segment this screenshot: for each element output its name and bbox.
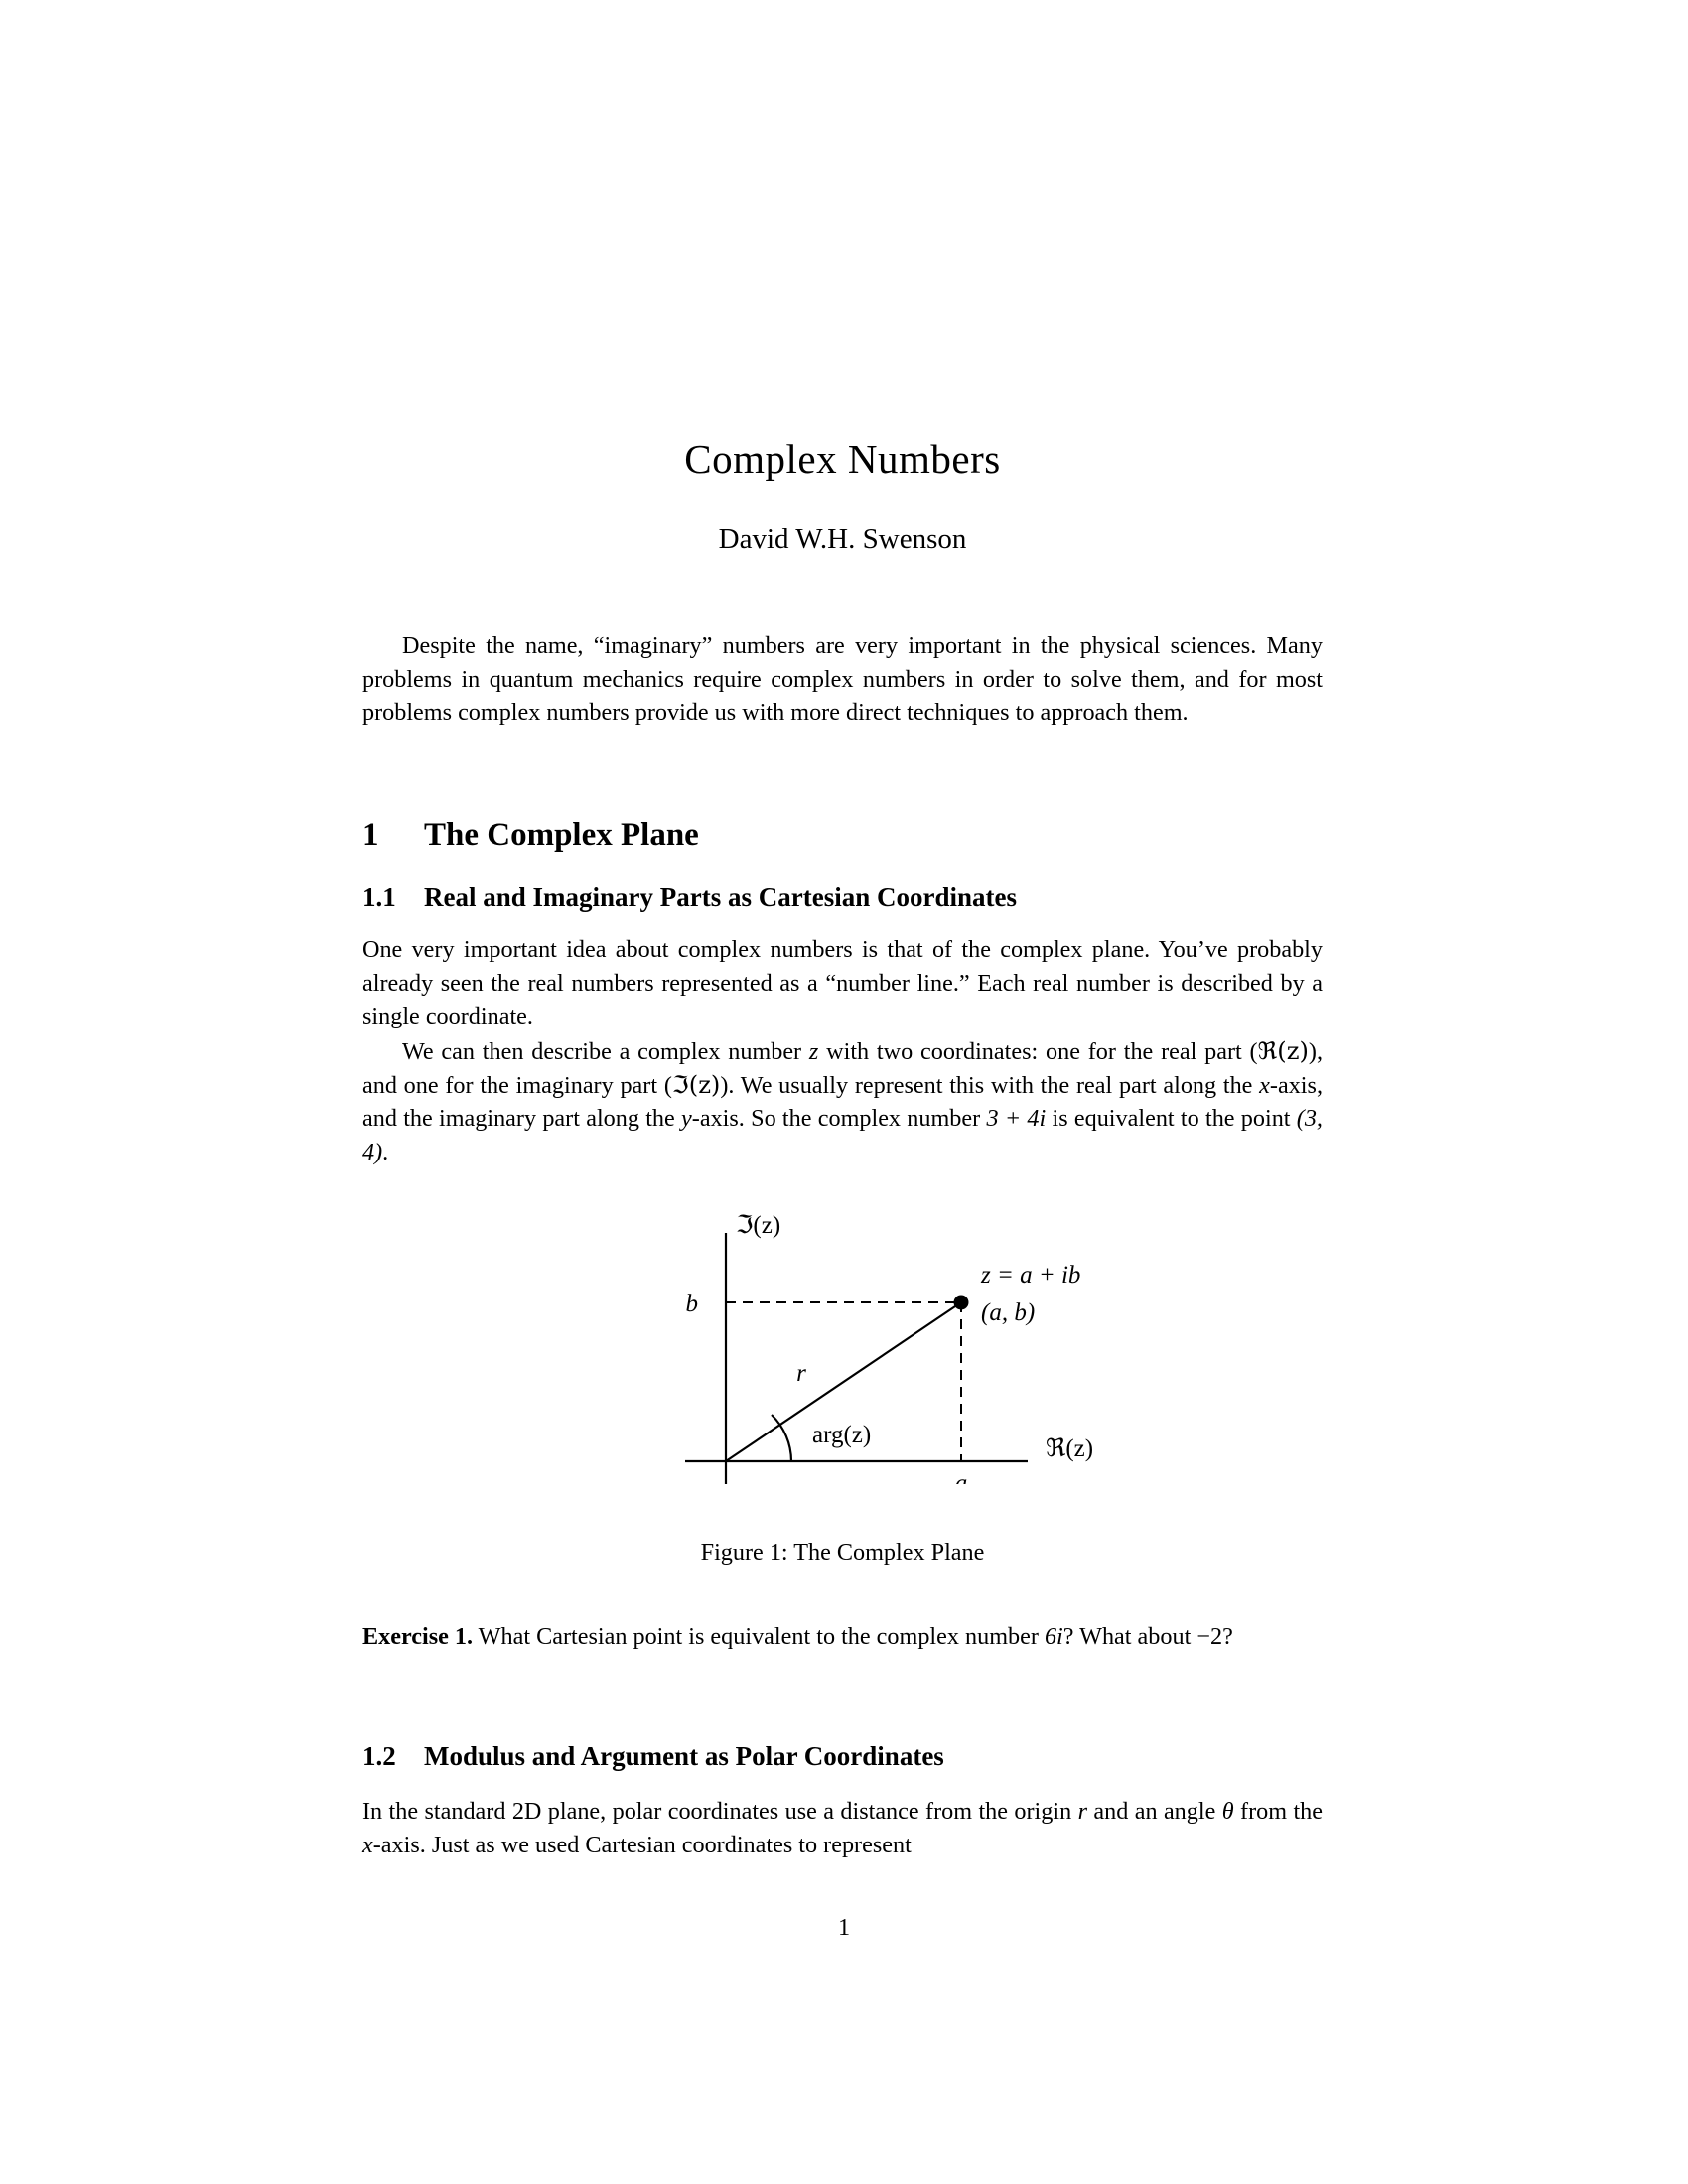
exercise-1 [362, 1620, 1323, 1654]
math-expression-3-plus-4i: 3 + 4i [986, 1105, 1047, 1133]
figure-1-complex-plane [362, 1186, 1323, 1484]
text-run: . [382, 1138, 389, 1165]
y-tick-label-b: b [685, 1291, 698, 1317]
math-var-r: r [1077, 1798, 1087, 1825]
math-var-x: x [1259, 1071, 1270, 1099]
text-run: We can then describe a complex number [402, 1038, 809, 1065]
document-author: David W.H. Swenson [718, 523, 967, 555]
subsection-1-2-heading [362, 1741, 1323, 1772]
math-expression-6i: 6i [1044, 1623, 1063, 1650]
x-tick-label-a: a [954, 1470, 968, 1484]
subsection-1-1-number: 1.1 [362, 883, 396, 912]
math-expression-minus-2: −2 [1196, 1623, 1223, 1650]
text-run: -axis. So the complex number [691, 1105, 987, 1133]
text-run: ? [1222, 1623, 1233, 1650]
math-var-x-2: x [362, 1831, 373, 1858]
subsection-1-1-paragraph-1: One very important idea about complex numbers is that of the complex plane. You’ve probably already seen the real numbers represented as a “number line.” Each real number is described by a single coordinate. [362, 936, 1323, 1030]
exercise-label: Exercise 1. [362, 1623, 474, 1650]
math-var-y: y [681, 1105, 692, 1133]
figure-1-caption: Figure 1: The Complex Plane [700, 1539, 985, 1566]
point-equation-label: z = a + ib [981, 1262, 1081, 1289]
subsection-1-2-title: Modulus and Argument as Polar Coordinates [424, 1741, 944, 1771]
text-run: In the standard 2D plane, polar coordinates use a distance from the origin [362, 1798, 1078, 1825]
point-coords-label: (a, b) [981, 1299, 1036, 1326]
text-run: ? What about [1062, 1623, 1197, 1650]
text-run: is equivalent to the point [1046, 1105, 1297, 1133]
section-heading-1 [362, 817, 1323, 855]
argument-angle-arc [772, 1415, 791, 1461]
text-run: What Cartesian point is equivalent to the complex number [473, 1623, 1045, 1650]
subsection-1-1-paragraph-2-wrap [362, 1035, 1323, 1168]
subsection-1-2-paragraph-1-wrap [362, 1795, 1323, 1861]
abstract-paragraph [362, 629, 1323, 730]
subsection-heading-1-2 [362, 1741, 1323, 1772]
subsection-1-1-title: Real and Imaginary Parts as Cartesian Coordinates [424, 883, 1017, 912]
math-real-part: ℜ(z) [1257, 1037, 1309, 1065]
subsection-1-1-paragraph-2 [362, 1035, 1323, 1168]
radius-label: r [796, 1360, 806, 1387]
subsection-1-2-number: 1.2 [362, 1741, 396, 1771]
page-title: Complex Numbers [684, 436, 1001, 481]
text-run: from the [1233, 1798, 1323, 1825]
math-imaginary-part: ℑ(z) [671, 1070, 721, 1099]
argument-label: arg(z) [812, 1422, 872, 1448]
complex-plane-svg [362, 1186, 1323, 1484]
text-run: and an angle [1087, 1798, 1222, 1825]
math-var-z: z [808, 1038, 819, 1065]
subsection-1-1-heading [362, 883, 1323, 913]
section-1-heading [362, 817, 1323, 855]
subsection-1-2-paragraph-1 [362, 1795, 1323, 1861]
math-var-theta: θ [1221, 1798, 1234, 1825]
abstract-text: Despite the name, “imaginary” numbers are very important in the physical sciences. Many problems in quantum mechanics require complex numbers in order to solve them, and for most problems complex numbers provide us with more direct techniques to approach them. [362, 632, 1323, 727]
text-run: with two coordinates: one for the real part ( [818, 1038, 1258, 1065]
text-run: -axis. Just as we used Cartesian coordinates to represent [372, 1831, 912, 1858]
page-number: 1 [837, 1914, 851, 1941]
section-1-number: 1 [362, 817, 379, 853]
text-run: -axis, and the imaginary part along the [362, 1071, 1323, 1133]
math-point-3-4: (3, 4) [362, 1105, 1323, 1165]
text-run: ), and one for the imaginary part ( [362, 1038, 1323, 1099]
x-axis-label: ℜ(z) [1046, 1435, 1094, 1462]
subsection-1-1-paragraph-1-wrap [362, 933, 1323, 1033]
subsection-heading-1-1 [362, 883, 1323, 913]
y-axis-label: ℑ(z) [736, 1212, 781, 1239]
section-1-title: The Complex Plane [424, 817, 699, 853]
complex-point-marker [954, 1296, 969, 1310]
text-run: ). We usually represent this with the real part along the [720, 1071, 1260, 1099]
exercise-1-wrap [362, 1620, 1323, 1654]
